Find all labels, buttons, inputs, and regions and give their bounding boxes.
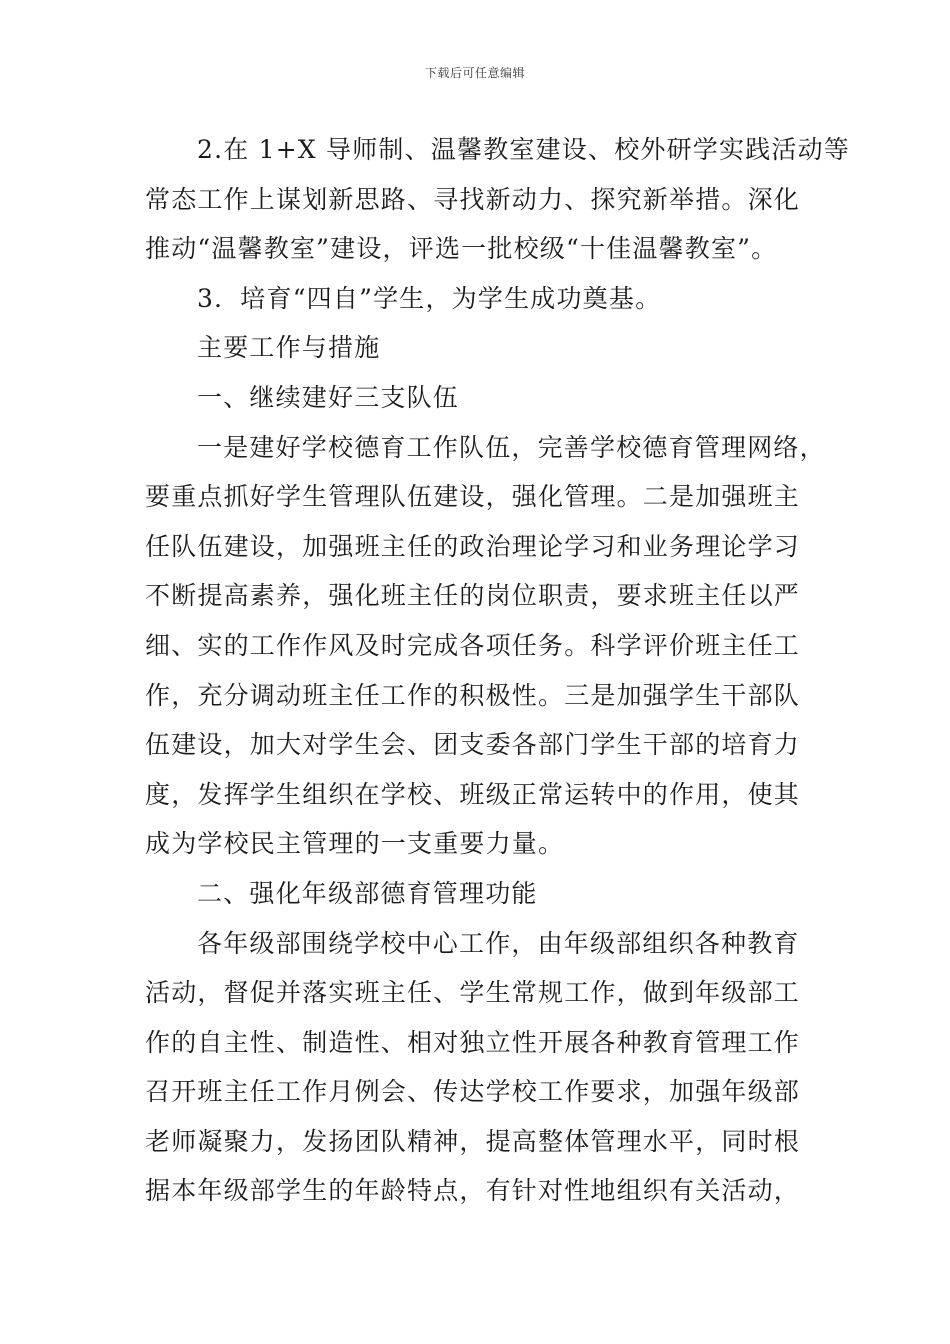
paragraph-line: 推动“温馨教室”建设，评选一批校级“十佳温馨教室”。: [145, 234, 778, 264]
paragraph-line: 老师凝聚力，发扬团队精神，提高整体管理水平，同时根: [145, 1126, 801, 1156]
section-heading: 一、继续建好三支队伍: [197, 382, 460, 412]
paragraph-line: 任队伍建设，加强班主任的政治理论学习和业务理论学习: [145, 531, 801, 561]
paragraph-line: 作，充分调动班主任工作的积极性。三是加强学生干部队: [145, 680, 801, 710]
section-heading: 主要工作与措施: [197, 333, 381, 363]
page-header: 下载后可任意编辑: [424, 66, 525, 80]
paragraph-line: 一是建好学校德育工作队伍，完善学校德育管理网络，: [197, 432, 826, 462]
paragraph-line: 2.在 1+X 导师制、温馨教室建设、校外研学实践活动等: [197, 135, 850, 164]
document-body: [145, 125, 850, 1216]
paragraph-line: 伍建设，加大对学生会、团支委各部门学生干部的培育力: [145, 730, 801, 760]
paragraph-line: 常态工作上谋划新思路、寻找新动力、探究新举措。深化: [145, 184, 801, 214]
paragraph-line: 度，发挥学生组织在学校、班级正常运转中的作用，使其: [145, 779, 801, 809]
paragraph-line: 不断提高素养，强化班主任的岗位职责，要求班主任以严: [145, 581, 801, 611]
paragraph-line: 召开班主任工作月例会、传达学校工作要求，加强年级部: [145, 1077, 801, 1107]
paragraph-line: 各年级部围绕学校中心工作，由年级部组织各种教育: [197, 928, 800, 958]
paragraph-line: 要重点抓好学生管理队伍建设，强化管理。二是加强班主: [145, 482, 801, 512]
paragraph-line: 活动，督促并落实班主任、学生常规工作，做到年级部工: [145, 978, 801, 1008]
paragraph-line: 据本年级部学生的年龄特点，有针对性地组织有关活动，: [145, 1176, 801, 1206]
paragraph-line: 成为学校民主管理的一支重要力量。: [145, 829, 565, 859]
section-heading: 二、强化年级部德育管理功能: [197, 878, 538, 908]
paragraph-line: 细、实的工作作风及时完成各项任务。科学评价班主任工: [145, 630, 801, 660]
paragraph-line: 3．培育“四自”学生，为学生成功奠基。: [197, 283, 662, 313]
paragraph-line: 作的自主性、制造性、相对独立性开展各种教育管理工作: [145, 1027, 801, 1057]
